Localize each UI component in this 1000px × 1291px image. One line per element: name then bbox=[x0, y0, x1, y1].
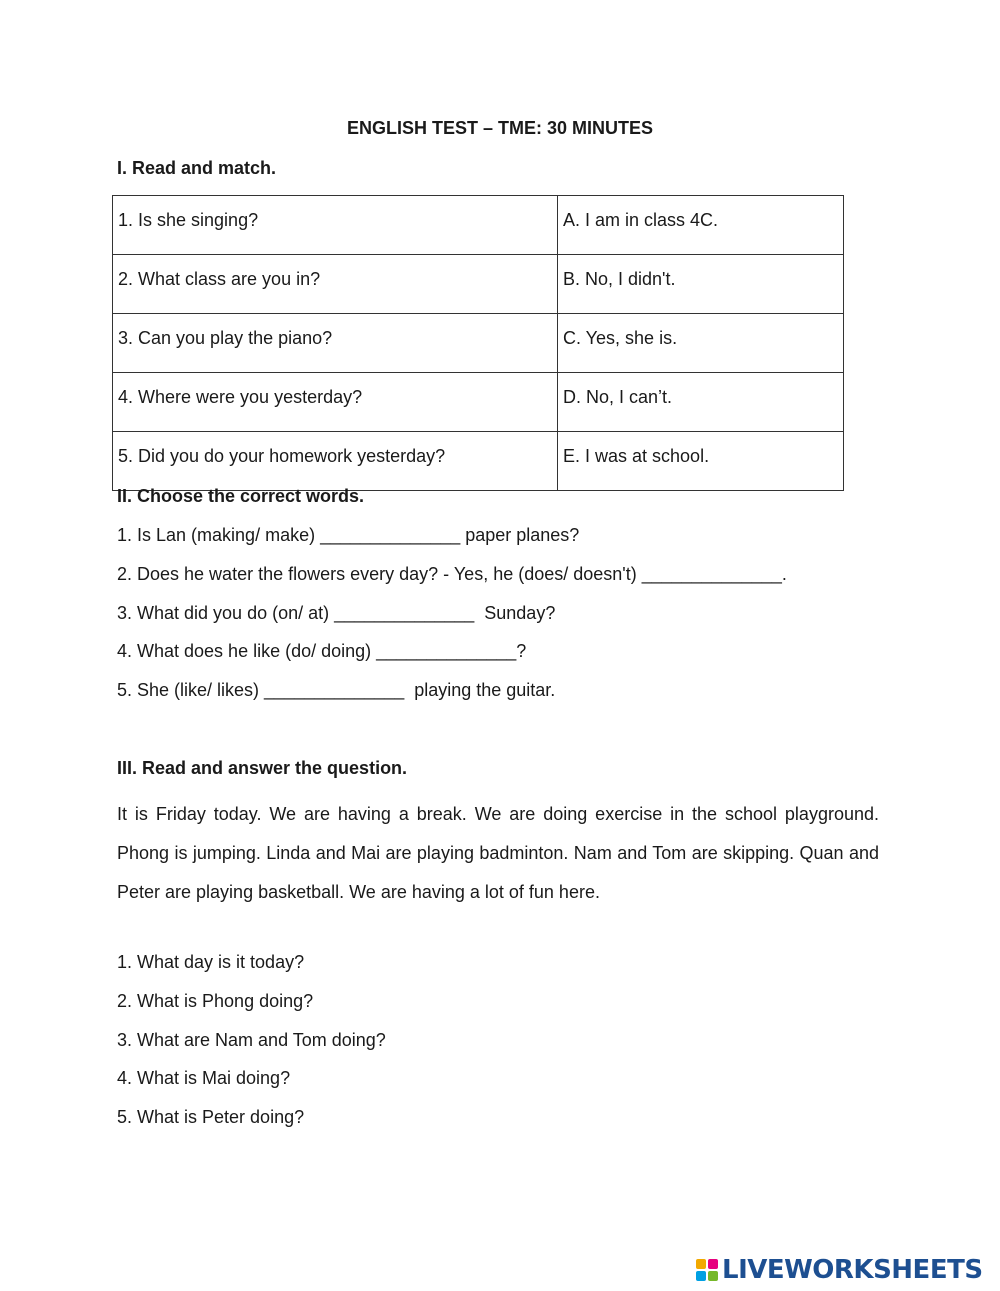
brand-name: LIVEWORKSHEETS bbox=[722, 1255, 983, 1285]
match-answer: A. I am in class 4C. bbox=[558, 196, 844, 255]
match-table bbox=[112, 195, 844, 491]
liveworksheets-logo bbox=[696, 1254, 983, 1286]
match-question: 4. Where were you yesterday? bbox=[113, 373, 558, 432]
match-question: 3. Can you play the piano? bbox=[113, 314, 558, 373]
table-row bbox=[113, 432, 844, 491]
section-2-heading: II. Choose the correct words. bbox=[117, 486, 365, 506]
logo-block bbox=[696, 1259, 706, 1269]
fill-in-item: 3. What did you do (on/ at) ______________ Sunday? bbox=[117, 603, 556, 623]
fill-in-item: 1. Is Lan (making/ make) ______________ paper planes? bbox=[117, 525, 580, 545]
logo-block bbox=[696, 1271, 706, 1281]
table-row bbox=[113, 314, 844, 373]
match-question: 1. Is she singing? bbox=[113, 196, 558, 255]
logo-block bbox=[708, 1259, 718, 1269]
logo-block bbox=[708, 1271, 718, 1281]
fill-in-item: 5. She (like/ likes) ______________ playing the guitar. bbox=[117, 680, 556, 700]
section-1-heading: I. Read and match. bbox=[117, 158, 277, 178]
match-answer: B. No, I didn't. bbox=[558, 255, 844, 314]
section-3-heading: III. Read and answer the question. bbox=[117, 758, 408, 778]
reading-question: 4. What is Mai doing? bbox=[117, 1068, 291, 1088]
fill-in-item: 4. What does he like (do/ doing) ______________? bbox=[117, 641, 527, 661]
reading-question: 3. What are Nam and Tom doing? bbox=[117, 1030, 386, 1050]
match-question: 2. What class are you in? bbox=[113, 255, 558, 314]
liveworksheets-icon bbox=[696, 1259, 718, 1281]
match-answer: E. I was at school. bbox=[558, 432, 844, 491]
reading-question: 1. What day is it today? bbox=[117, 952, 305, 972]
reading-question: 5. What is Peter doing? bbox=[117, 1107, 305, 1127]
table-row bbox=[113, 255, 844, 314]
page-title: ENGLISH TEST – TME: 30 MINUTES bbox=[346, 118, 654, 138]
table-row bbox=[113, 196, 844, 255]
table-row bbox=[113, 373, 844, 432]
reading-passage: It is Friday today. We are having a break. We are doing exercise in the school playground. Phong is jumping. Linda and Mai are playing badminton. Nam and Tom are skipping. Quan and Peter are playing basketball. We are having a lot of fun here. bbox=[117, 804, 879, 902]
match-answer: C. Yes, she is. bbox=[558, 314, 844, 373]
match-answer: D. No, I can’t. bbox=[558, 373, 844, 432]
reading-question: 2. What is Phong doing? bbox=[117, 991, 314, 1011]
match-question: 5. Did you do your homework yesterday? bbox=[113, 432, 558, 491]
fill-in-item: 2. Does he water the flowers every day? - Yes, he (does/ doesn't) ______________. bbox=[117, 564, 787, 584]
